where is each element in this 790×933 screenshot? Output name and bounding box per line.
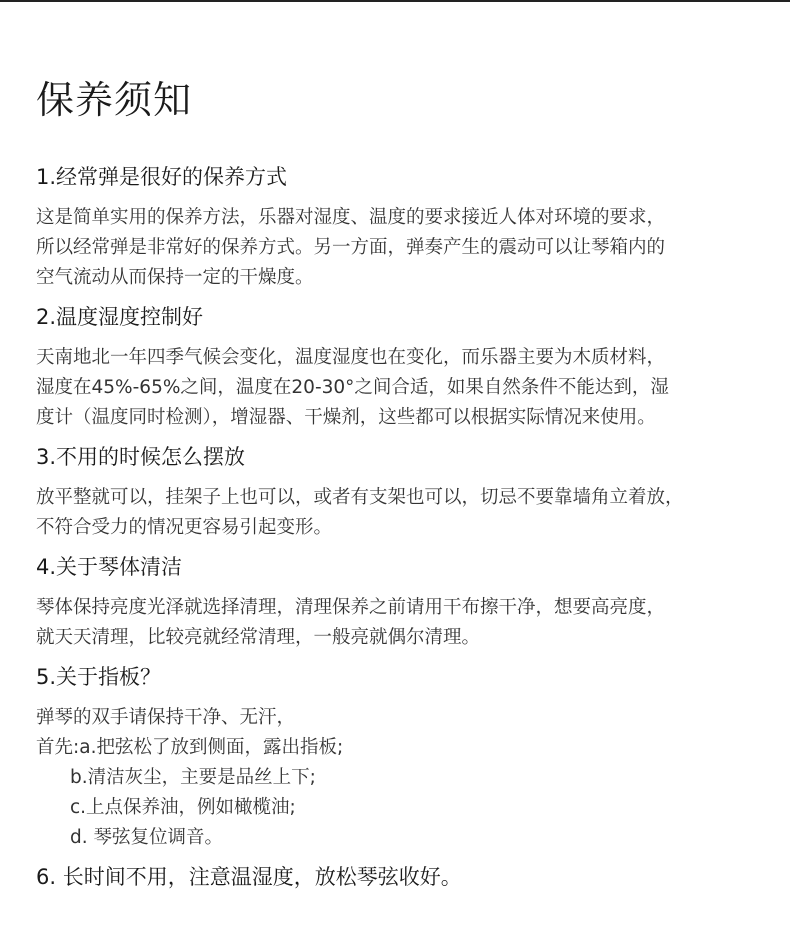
section-heading-2: 2.温度湿度控制好 [36, 305, 204, 329]
section-heading-6: 6. 长时间不用，注意温湿度，放松琴弦收好。 [36, 865, 462, 889]
section-body-3: 放平整就可以，挂架子上也可以，或者有支架也可以，切忌不要靠墙角立着放， 不符合受力的情况更容易引起变形。 [36, 487, 684, 538]
section-5-line-4: c.上点保养油，例如橄榄油; [70, 797, 296, 818]
section-heading-3: 3.不用的时候怎么摆放 [36, 445, 246, 469]
section-heading-5: 5.关于指板？ [36, 665, 162, 689]
section-5-line-5: d. 琴弦复位调音。 [70, 827, 224, 848]
section-5-line-1: 弹琴的双手请保持干净、无汗， [36, 707, 296, 728]
section-5-line-2: 首先:a.把弦松了放到侧面，露出指板; [36, 737, 344, 758]
section-body-2: 天南地北一年四季气候会变化，温度湿度也在变化，而乐器主要为木质材料， 湿度在45%-65%之间，温度在20-30°之间合适，如果自然条件不能达到，湿 度计（温度同时检测），增湿器、干燥剂，这些都可以根据实际情况来使用。 [36, 347, 669, 428]
page-title: 保养须知 [36, 78, 193, 122]
section-body-1: 这是简单实用的保养方法，乐器对湿度、温度的要求接近人体对环境的要求， 所以经常弹是非常好的保养方式。另一方面，弹奏产生的震动可以让琴箱内的 空气流动从而保持一定的干燥度。 [36, 207, 666, 288]
section-body-4: 琴体保持亮度光泽就选择清理，清理保养之前请用干布擦干净，想要高亮度， 就天天清理，比较亮就经常清理，一般亮就偶尔清理。 [36, 597, 666, 648]
top-divider [0, 0, 790, 2]
section-heading-4: 4.关于琴体清洁 [36, 555, 183, 579]
section-heading-1: 1.经常弹是很好的保养方式 [36, 165, 288, 189]
section-5-line-3: b.清洁灰尘，主要是品丝上下; [70, 767, 316, 788]
